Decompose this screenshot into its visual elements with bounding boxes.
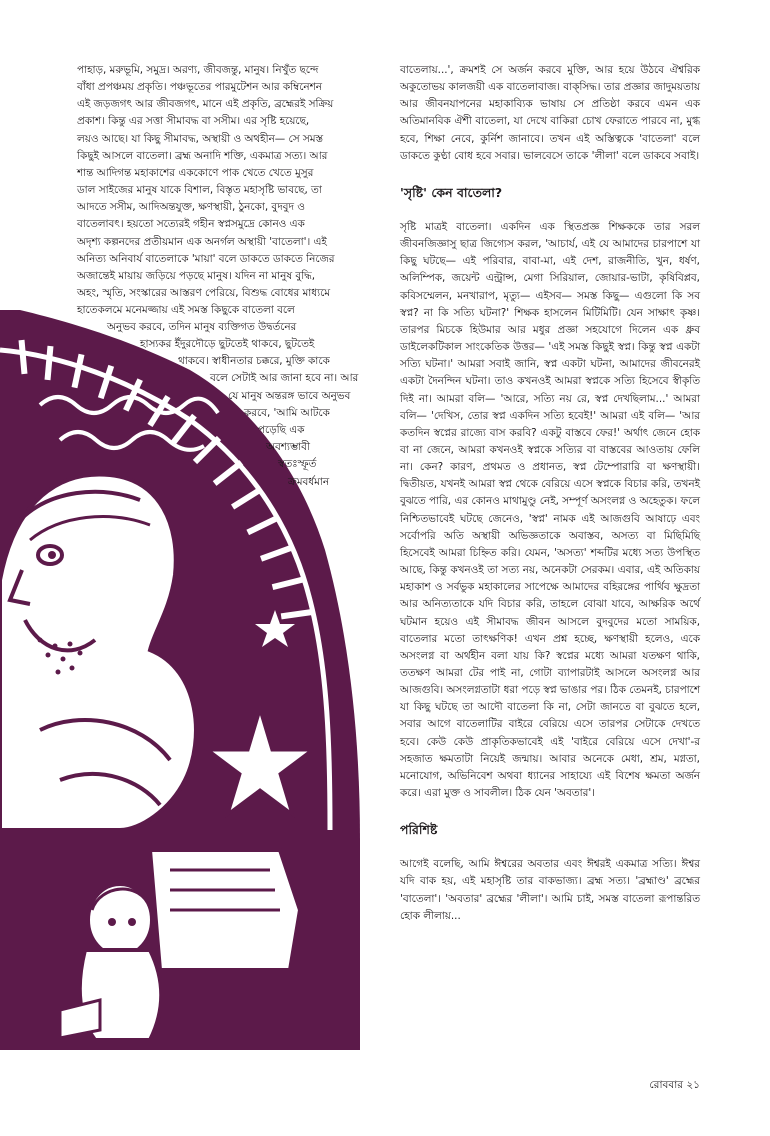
left-wrap-line: স্বতঃস্ফূর্ত	[278, 458, 317, 470]
woodcut-illustration	[0, 310, 390, 1070]
left-paragraph-line: এই জড়জগৎ আর জীবজগৎ, মানে এই প্রকৃতি, ব্রহ্মেরই সক্রিয়	[77, 98, 334, 111]
left-wrap-line: অবশ্যম্ভাবী	[266, 441, 310, 453]
left-paragraph-line: শান্ত আদিগন্ত মহাকাশের এককোণে পাক খেতে খেতে মুসুর	[77, 166, 314, 179]
left-paragraph-line: লয়ও আছে। যা কিছু সীমাবদ্ধ, অস্থায়ী ও অথহীন— সে সমস্ত	[77, 132, 323, 145]
left-paragraph-line: কিছুই আসলে বাতেলা। ব্রহ্ম অনাদি শক্তি, একমাত্র সত্য। আর	[77, 149, 328, 162]
section-paragraph-parishishto: আগেই বলেছি, আমি ঈশ্বরের অবতার এবং ঈশ্বরই একমাত্র সত্যি। ঈশ্বর যদি বাক হয়, এই মহাসৃষ্টি তার বাকভাজ্য। ব্রহ্ম সত্য। 'ব্রহ্মাণ্ড' ব্রহ্মের 'বাতেলা'। 'অবতার' ব্রহ্মের 'লীলা'। আমি চাই, সমস্ত বাতেলা রূপান্তরিত হোক লীলায়...	[400, 858, 700, 922]
left-paragraph-line: পাহাড়, মরুভূমি, সমুদ্র। অরণ্য, জীবজন্তু, মানুষ। নিখুঁত ছন্দে	[77, 64, 319, 76]
page-footer: রোববার ২১	[649, 1079, 700, 1091]
left-paragraph-line: প্রকাশ। কিন্তু এর সত্তা সীমাবদ্ধ বা সসীম। এর সৃষ্টি হয়েছে,	[77, 115, 310, 128]
section-heading-srishti: 'সৃষ্টি' কেন বাতেলা?	[400, 184, 503, 200]
intro-paragraph: বাতেলায়...', ক্রমশই সে অর্জন করবে মুক্তি, আর হয়ে উঠবে ঐশ্বরিক অকুতোভয় কালজয়ী এক বাতেলাবাজ। বাক্‌সিদ্ধ। তার প্রজ্ঞার জাদুময়তায় আর জীবনযাপনের মহাকাব্যিক ভাষায় সে প্রতিষ্ঠা করবে এমন এক অতিমানবিক ঐশী বাতেলা, যা দেখে বাকিরা চোখ ফেরাতে পারবে না, মুগ্ধ হবে, শিক্ষা নেবে, কুর্নিশ জানাবে। তখন এই অস্তিত্বকে 'বাতেলা' বলে ডাকতে কুণ্ঠা বোধ হবে সবার। ভালবেসে তাকে 'লীলা' বলে ডাকবে সবাই।	[400, 64, 700, 162]
left-column	[77, 62, 383, 319]
left-wrap-line: যে মানুষ অন্তরঙ্গ ভাবে অনুভব	[228, 390, 351, 402]
left-paragraph-line: অনিত্য অনিবার্য বাতেলাকে 'মায়া' বলে ডাকতে ডাকতে নিজের	[77, 252, 335, 265]
left-wrap-line: থাকবে। স্বাধীনতার চক্করে, মুক্তি কাকে	[178, 355, 330, 367]
left-paragraph-line: হাতেকলমে মনেমজ্জায় এই সমস্ত কিছুকে বাতেলা বলে	[77, 304, 295, 317]
left-paragraph-line: অজান্তেই মায়ায় জড়িয়ে পড়ছে মানুষ। যদিন না মানুষ বুদ্ধি,	[77, 269, 316, 282]
left-paragraph-line: আদতে সসীম, আদিঅন্তযুক্ত, ক্ষণস্থায়ী, ঠুনকো, বুদবুদ ও	[77, 201, 305, 214]
left-paragraph-line: ডাল সাইজের মানুষ যাকে বিশাল, বিস্তৃত মহাসৃষ্টি ভাবছে, তা	[77, 184, 322, 197]
right-column	[400, 62, 700, 925]
left-wrap-line: করবে, 'আমি আটকে	[244, 407, 330, 419]
left-paragraph-line: বাতেলাবৎ। হয়তো সত্যেরই গহীন স্বপ্নসমুদ্রে কোনও এক	[77, 218, 305, 231]
left-wrap-line: বলে সেটাই আর জানা হবে না। আর	[210, 372, 359, 384]
section-paragraph-srishti: সৃষ্টি মাত্রই বাতেলা। একদিন এক স্থিতপ্রজ্ঞ শিক্ষককে তার সরল জীবনজিজ্ঞাসু ছাত্র জিগ্যেস করল, 'আচার্য, এই যে আমাদের চারপাশে যা কিছু ঘটছে— এই পরিবার, বাবা-মা, এই দেশ, রাজনীতি, খুন, ধর্ষণ, অলিম্পিক, জয়েন্ট এন্ট্রান্স, মেগা সিরিয়াল, জোয়ার-ভাটা, কৃষিবিপ্লব, কবিসম্মেলন, মনখারাপ, মৃত্যু— এইসব— সমস্ত কিছু— এগুলো কি সব স্বপ্ন? না কি সত্যি ঘটনা?' শিক্ষক হাসলেন মিটিমিটি। যেন সাক্ষাৎ কৃষ্ণ। তারপর মিচকে হিউমার আর মধুর প্রজ্ঞা সহযোগে দিলেন এক ধ্রুব ডাইলেকটিকাল সাংকেতিক উত্তর— 'এই সমস্ত কিছুই স্বপ্ন। কিন্তু স্বপ্ন একটা সত্যি ঘটনা।' আমরা সবাই জানি, স্বপ্ন একটা ঘটনা, আমাদের জীবনেরই একটা দৈনন্দিন ঘটনা। তাও কখনওই আমরা স্বপ্নকে সত্যি হিসেবে স্বীকৃতি দিই না। আমরা বলি— 'আরে, সত্যি নয় রে, স্বপ্ন দেখছিলাম...' আমরা বলি— 'দেখিস, তোর স্বপ্ন একদিন সত্যি হবেই!' আমরা এই বলি— 'আর কতদিন স্বপ্নের রাজ্যে বাস করবি? একটু বাস্তবে ফের!' অর্থাৎ জেনে হোক বা না জেনে, আমরা কখনওই স্বপ্নকে সত্যির বা বাস্তবের আওতায় ফেলি না। কেন? কারণ, প্রথমত ও প্রধানত, স্বপ্ন টেম্পোরারি বা ক্ষণস্থায়ী। দ্বিতীয়ত, যখনই আমরা স্বপ্ন থেকে বেরিয়ে এসে স্বপ্নকে বিচার করি, তখনই বুঝতে পারি, এর কোনও মাথামুণ্ডু নেই, সম্পূর্ণ অসংলগ্ন ও অহেতুক। ফলে নিশ্চিতভাবেই ঘটছে জেনেও, 'স্বপ্ন' নামক এই আজগুবি আষাঢ়ে এবং সর্বোপরি অতি অস্থায়ী অভিজ্ঞতাকে অবাস্তব, অসত্য বা মিছিমিছি হিসেবেই আমরা চিহ্নিত করি। যেমন, 'অসত্য' শব্দটির মধ্যে সত্য উপস্থিত আছে, কিন্তু কখনওই তা সত্য নয়, অনেকটা সেরকম। এবার, এই অতিকায় মহাকাশ ও সর্বভুক মহাকালের সাপেক্ষে আমাদের বহিরঙ্গের পার্থিব ক্ষুদ্রতা আর অনিত্যতাকে যদি বিচার করি, তাহলে বোঝা যাবে, আক্ষরিক অর্থে ঘটমান হয়েও এই সীমাবদ্ধ জীবন আসলে বুদবুদের মতো সাময়িক, বাতেলার মতো তাৎক্ষণিক! এখন প্রশ্ন হচ্ছে, ক্ষণস্থায়ী হলেও, একে অসংলগ্ন বা অর্থহীন বলা যায় কি? স্বপ্নের মধ্যে আমরা যতক্ষণ থাকি, ততক্ষণ আমরা টের পাই না, গোটা ব্যাপারটাই আসলে অসংলগ্ন আর আজগুবি। অসংলগ্নতাটা ধরা পড়ে স্বপ্ন ভাঙার পর। ঠিক তেমনই, চারপাশে যা কিছু ঘটছে তা আদৌ বাতেলা কি না, সেটা জানতে বা বুঝতে হলে, সবার আগে বাতেলাটির বাইরে বেরিয়ে এসে তারপর সেটাকে দেখতে হবে। কেউ কেউ প্রাকৃতিকভাবেই এই 'বাইরে বেরিয়ে এসে দেখা'-র সহজাত ক্ষমতাটা নিয়েই জন্মায়। আবার অনেকে মেধা, শ্রম, মগ্নতা, মনোযোগ, অভিনিবেশ অথবা ধ্যানের সাহায্যে এই বিশেষ ক্ষমতা অর্জন করে। এরা মুক্ত ও সাবলীল। ঠিক যেন 'অবতার'।	[400, 220, 700, 800]
left-paragraph-line: অহং, স্মৃতি, সংস্কারের আস্তরণ পেরিয়ে, বিশুদ্ধ বোধের মাধ্যমে	[77, 287, 331, 300]
left-wrap-line: পড়েছি এক	[258, 424, 305, 436]
left-wrap-line: অনুভব করবে, তদিন মানুষ ব্যক্তিগত উদ্বর্তনের	[107, 321, 297, 333]
left-wrap-line: ক্রমবর্ধমান	[288, 476, 330, 488]
section-heading-parishishto: পরিশিষ্ট	[400, 822, 438, 838]
left-paragraph-line: অদৃশ্য কল্পনদের প্রতীয়মান এক অনর্গল অস্থায়ী 'বাতেলা'। এই	[77, 235, 327, 248]
left-paragraph-line: বাঁধা প্রপঞ্চময় প্রকৃতি। পঞ্চভূতের পারমুটেশন আর কম্বিনেশন	[77, 81, 322, 94]
left-wrap-line: হাস্যকর ইঁদুরদৌড়ে ছুটতেই থাকবে, ছুটতেই	[140, 338, 315, 350]
